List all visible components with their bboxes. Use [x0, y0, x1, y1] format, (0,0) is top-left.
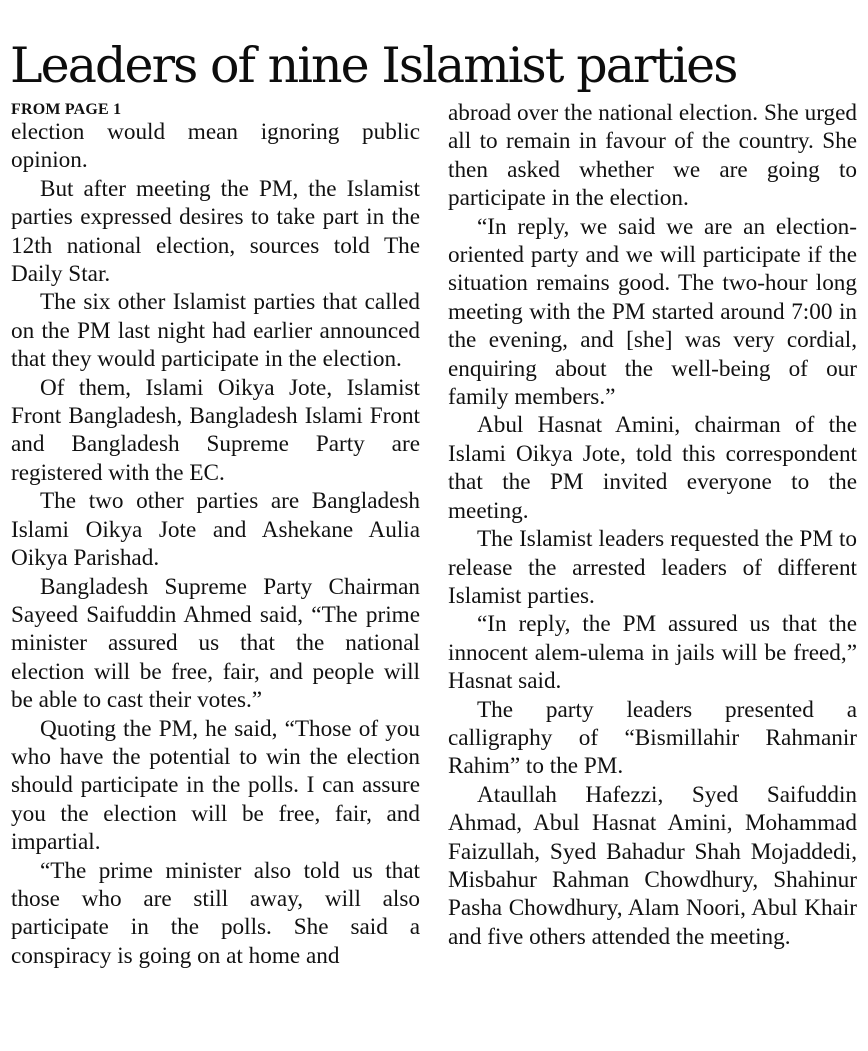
paragraph: The Islamist leaders requested the PM to release the arrested leaders of different Islamist parties. [448, 526, 857, 609]
paragraph: abroad over the national election. She urged all to remain in favour of the country. She then asked whether we are going to participate in the election. [448, 100, 857, 212]
paragraph: Quoting the PM, he said, “Those of you who have the potential to win the election should participate in the polls. I can assure you the election will be free, fair, and impartial. [11, 715, 420, 856]
paragraph: Bangladesh Supreme Party Chairman Sayeed Saifuddin Ahmed said, “The prime minister assured us that the national election will be free, fair, and people will be able to cast their votes.” [11, 573, 420, 714]
headline: Leaders of nine Islamist parties [10, 37, 737, 94]
paragraph: election would mean ignoring public opinion. [11, 119, 420, 174]
paragraph: The two other parties are Bangladesh Islami Oikya Jote and Ashekane Aulia Oikya Parishad. [11, 488, 420, 572]
paragraph: “The prime minister also told us that those who are still away, will also participate in the polls. She said a conspiracy is going on at home and [11, 857, 420, 969]
continuation-kicker: FROM PAGE 1 [11, 101, 122, 118]
article-column-right [448, 99, 857, 951]
paragraph: Of them, Islami Oikya Jote, Islamist Front Bangladesh, Bangladesh Islami Front and Bangladesh Supreme Party are registered with the EC. [11, 374, 420, 486]
article-column-left [11, 99, 420, 970]
paragraph: The six other Islamist parties that called on the PM last night had earlier announced that they would participate in the election. [11, 289, 420, 373]
paragraph: The party leaders presented a calligraphy of “Bismillahir Rahmanir Rahim” to the PM. [448, 696, 857, 780]
paragraph: Abul Hasnat Amini, chairman of the Islami Oikya Jote, told this correspondent that the PM invited everyone to the meeting. [448, 412, 857, 524]
paragraph: “In reply, the PM assured us that the innocent alem-ulema in jails will be freed,” Hasnat said. [448, 611, 857, 695]
paragraph: But after meeting the PM, the Islamist parties expressed desires to take part in the 12th national election, sources told The Daily Star. [11, 175, 420, 288]
paragraph: Ataullah Hafezzi, Syed Saifuddin Ahmad, Abul Hasnat Amini, Mohammad Faizullah, Syed Bahadur Shah Mojaddedi, Misbahur Rahman Chowdhury, Shahinur Pasha Chowdhury, Alam Noori, Abul Khair and five others attended the meeting. [448, 781, 857, 950]
paragraph: “In reply, we said we are an election-oriented party and we will participate if the situation remains good. The two-hour long meeting with the PM started around 7:00 in the evening, and [she] was very cordial, enquiring about the well-being of our family members.” [448, 213, 857, 411]
